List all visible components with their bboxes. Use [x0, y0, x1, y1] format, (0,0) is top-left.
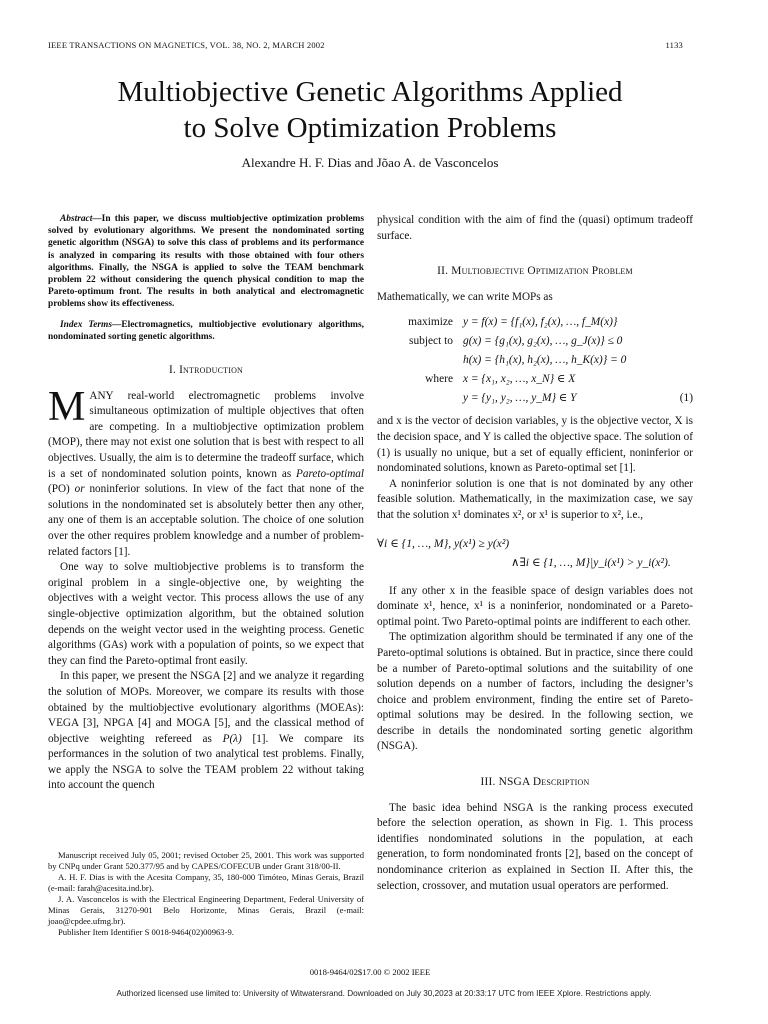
drop-cap: M: [48, 383, 86, 430]
section-number: I.: [168, 364, 176, 377]
left-column: [48, 213, 364, 794]
intro-p1-text-b: (PO): [48, 483, 75, 496]
intro-p3-text-a: In this paper, we present the NSGA [2] and we analyze it regarding the solution of MOPs. Moreover, we compare its results with those obtained by the multiobjective evolutionary algorithms (MOEAs): VEGA [3], NPGA [4] and MOGA [5], and the classical method of objective weighting refereed as: [48, 670, 364, 745]
equation-body: x = {x₁, x₂, …, x_N} ∈ X: [463, 373, 576, 386]
section-number: III.: [480, 776, 496, 789]
mop-paragraph-1: and x is the vector of decision variables, y is the objective vector, X is the decision space, and Y is called the objective space. The solution of (1) is usually no unique, but a set of equally efficient, noninferior or nondominated solutions, known as Pareto-optimal set [1].: [377, 415, 693, 475]
equation-label: subject to: [409, 335, 453, 348]
equation-row: [377, 389, 693, 408]
equation-number: (1): [679, 392, 693, 405]
pareto-optimal-term: Pareto-optimal: [296, 467, 364, 480]
equation-row: [377, 351, 693, 370]
mop-paragraph-4: The optimization algorithm should be terminated if any one of the Pareto-optimal solutions is obtained. But in practice, since there could be a number of Pareto-optimal solutions and the suitability of one solution depends on a number of factors, including the designer’s choice and problem environment, finding the entire set of Pareto-optimal solutions may be desired. In the following section, we describe in details the nondominated sorting genetic algorithm (NSGA).: [377, 631, 693, 753]
footnote-manuscript: Manuscript received July 05, 2001; revised October 25, 2001. This work was supported by CNPq under Grant 520.377/95 and by CAPES/COFECUB under Grant 318/00-II.: [48, 850, 364, 871]
section-title: NSGA Description: [498, 776, 590, 789]
section-title: Multiobjective Optimization Problem: [451, 265, 633, 278]
title-line-2: to Solve Optimization Problems: [183, 112, 557, 144]
equation-row: [377, 332, 693, 351]
dominance-line-2: ∧∃i ∈ {1, …, M}|y_i(x¹) > y_i(x²).: [511, 555, 671, 569]
equation-1: [377, 313, 693, 408]
page-number: 1133: [665, 40, 683, 50]
intro-p1-or: or: [74, 483, 85, 496]
footnote-author-2: J. A. Vasconcelos is with the Electrical Engineering Department, Federal University of Minas Gerais, 31270-901 Belo Horizonte, Minas Gerais, Brazil (e-mail: joao@cpdee.ufmg.br).: [48, 894, 364, 926]
mop-lead: Mathematically, we can write MOPs as: [377, 290, 553, 303]
equation-body: y = {y₁, y₂, …, y_M} ∈ Y: [463, 392, 577, 405]
license-notice: Authorized licensed use limited to: University of Witwatersrand. Downloaded on July 30,2023 at 20:33:17 UTC from IEEE Xplore. Restrictions apply.: [116, 989, 652, 998]
dominance-equation: [377, 534, 693, 572]
abstract-text: —In this paper, we discuss multiobjective optimization problems solved by evolutionary algorithms. We present the nondominated sorting genetic algorithm (NSGA) to solve this class of problems and its performance is analyzed in comparing its results with those obtained with four others algorithms. Finally, the NSGA is applied to solve the TEAM benchmark problem 22 without considering the quench physical condition to map the Pareto-optimum front. The results in both analytical and electromagnetic problems show its effectiveness.: [48, 214, 364, 310]
intro-continuation: physical condition with the aim of find the (quasi) optimum tradeoff surface.: [377, 214, 693, 242]
dominance-line-1: ∀i ∈ {1, …, M}, y(x¹) ≥ y(x²): [377, 536, 510, 550]
intro-paragraph-3: [48, 669, 364, 794]
right-column: [377, 213, 693, 894]
nsga-paragraph-1: The basic idea behind NSGA is the ranking process executed before the selection operation, as shown in Fig. 1. This process identifies nondominated solutions in the population, at each generation, to form nondominated fronts [2], based on the concept of nondominance criterion as explained in Section II. After this, the selection, crossover, and mutation usual operators are performed.: [377, 801, 693, 892]
journal-name: IEEE TRANSACTIONS ON MAGNETICS, VOL. 38, NO. 2, MARCH 2002: [48, 40, 325, 50]
section-title: Introduction: [179, 364, 244, 377]
copyright-line: 0018-9464/02$17.00 © 2002 IEEE: [309, 967, 431, 977]
mop-paragraph-3: If any other x in the feasible space of design variables does not dominate x¹, hence, x¹ is a noninferior, nondominated or a Pareto-optimal point. Two Pareto-optimal points are indifferent to each other.: [377, 584, 693, 628]
equation-row: [377, 370, 693, 389]
intro-p1-text-c: noninferior solutions. In view of the fact that none of the solutions in the nondominated set is absolutely better then any other, any one of them is an acceptable solution. The choice of one solution over the other requires problem knowledge and a number of problem-related factors [1].: [48, 483, 364, 558]
equation-row: [377, 313, 693, 332]
index-terms: [48, 319, 364, 343]
index-terms-text: —Electromagnetics, multiobjective evolutionary algorithms, nondominated sorting genetic algorithms.: [48, 319, 364, 342]
intro-p3-text-b: [1]. We compare its performances in the solution of two analytical test problems. Finally, we apply the NSGA to solve the TEAM problem 22 without taking into account the quench: [48, 732, 364, 792]
p-lambda-math: P(λ): [222, 732, 242, 745]
author-list: Alexandre H. F. Dias and Jõao A. de Vasconcelos: [241, 155, 499, 170]
equation-body: y = f(x) = {f₁(x), f₂(x), …, f_M(x)}: [463, 316, 618, 329]
paper-title: [0, 74, 740, 146]
equation-label: maximize: [408, 316, 453, 329]
section-heading-introduction: [48, 363, 364, 379]
footnote-publisher-id: Publisher Item Identifier S 0018-9464(02)00963-9.: [58, 927, 234, 937]
footnote-author-1: A. H. F. Dias is with the Acesita Company, 35, 180-000 Timóteo, Minas Gerais, Brazil (e-mail: farah@acesita.ind.br).: [48, 872, 364, 893]
abstract-label: Abstract: [60, 214, 93, 224]
equation-body: h(x) = {h₁(x), h₂(x), …, h_K(x)} = 0: [463, 354, 627, 367]
section-number: II.: [437, 265, 449, 278]
index-terms-label: Index Terms: [60, 319, 112, 330]
footnotes: [48, 850, 364, 938]
abstract: [48, 213, 364, 311]
title-line-1: Multiobjective Genetic Algorithms Applied: [117, 76, 623, 108]
section-heading-nsga: [377, 775, 693, 791]
section-heading-mop: [377, 264, 693, 280]
equation-body: g(x) = {g₁(x), g₂(x), …, g_J(x)} ≤ 0: [463, 335, 623, 348]
intro-paragraph-2: One way to solve multiobjective problems is to transform the original problem in a single-objective one, by weighting the objectives with a weight vector. This process allows the use of any single-objective optimization algorithm, but the obtained solution depends on the weight vector used in the weighting process. Genetic algorithms (GAs) work with a population of points, so we expect that they can find the Pareto-optimal front easily.: [48, 561, 364, 667]
equation-label: where: [425, 373, 453, 386]
intro-paragraph-1: [48, 383, 364, 561]
mop-paragraph-2: A noninferior solution is one that is not dominated by any other feasible solution. Mathematically, in the maximization case, we say that the solution x¹ dominates x², or x¹ is superior to x², i.e.,: [377, 477, 693, 521]
intro-p1-text-a: ANY real-world electromagnetic problems involve simultaneous optimization of multiple objectives that often are competing. In a multiobjective optimization problem (MOP), there may not exist one solution that is best with respect to all objectives. Usually, the aim is to determine the tradeoff surface, which is a set of nondominated solution points, known as: [48, 389, 364, 480]
